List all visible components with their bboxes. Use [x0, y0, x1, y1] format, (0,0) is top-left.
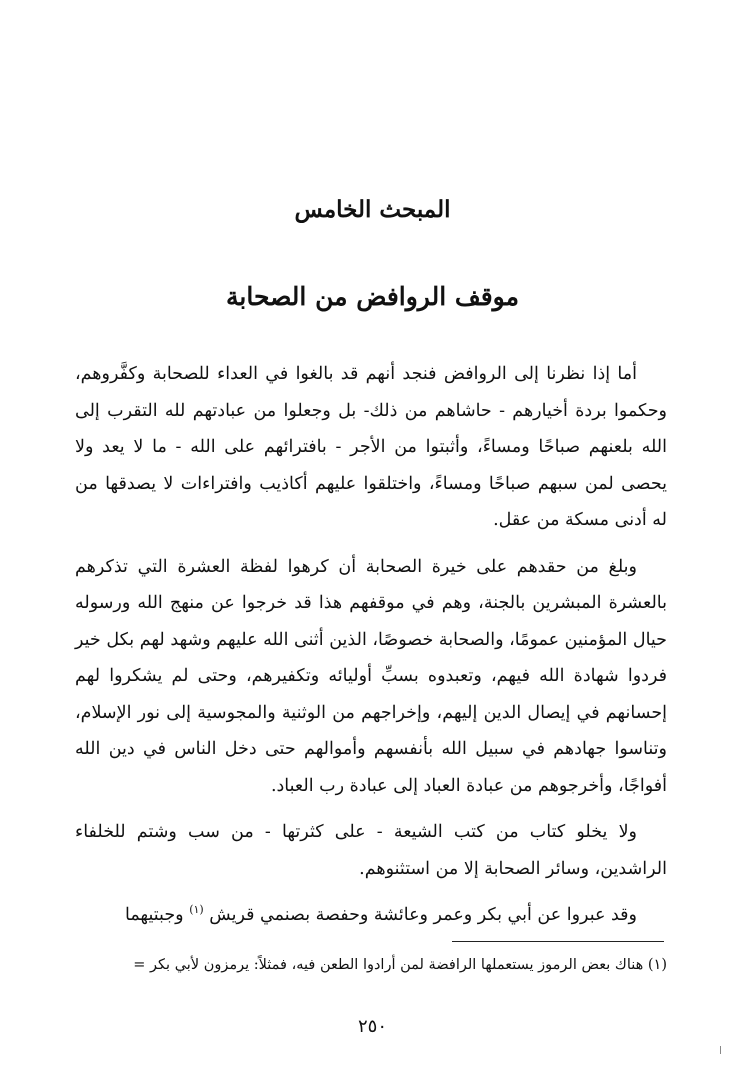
footnote-divider: [452, 941, 664, 942]
paragraph-4: [75, 897, 667, 934]
paragraph-4-end: وجبتيهما: [124, 905, 184, 925]
paragraph-2: وبلغ من حقدهم على خيرة الصحابة أن كرهوا لفظة العشرة التي تذكرهم بالعشرة المبشرين بالجنة، وهم في موقفهم هذا قد خرجوا عن منهج الله ورسوله حيال المؤمنين عمومًا، والصحابة خصوصًا، الذين أثنى الله عليهم وشهد لهم بكل خير فردوا شهادة الله فيهم، وتعبدوه بسبِّ أوليائه وتكفيرهم، وحتى لم يشكروا لهم إحسانهم في إيصال الدين إليهم، وإخراجهم من الوثنية والمجوسية إلى نور الإسلام، وتناسوا جهادهم في سبيل الله بأنفسهم وأموالهم حتى دخل الناس في دين الله أفواجًا، وأخرجوهم من عبادة العباد إلى عبادة رب العباد.: [75, 556, 667, 796]
paragraph-3: ولا يخلو كتاب من كتب الشيعة - على كثرتها - من سب وشتم للخلفاء الراشدين، وسائر الصحابة إلا من استثنوهم.: [75, 822, 667, 879]
body-text: [75, 356, 667, 944]
paragraph-1: أما إذا نظرنا إلى الروافض فنجد أنهم قد بالغوا في العداء للصحابة وكفَّروهم، وحكموا بردة أخيارهم - حاشاهم من ذلك- بل وجعلوا من عبادتهم لله التقرب إلى الله بلعنهم صباحًا ومساءً، وأثبتوا من الأجر - بافترائهم على الله - ما لا يعد ولا يحصى لمن سبهم صباحًا ومساءً، واختلقوا عليهم أكاذيب وافتراءات لا يصدقها من له أدنى مسكة من عقل.: [75, 364, 667, 530]
footnote: (١) هناك بعض الرموز يستعملها الرافضة لمن أرادوا الطعن فيه، فمثلاً: يرمزون لأبي بكر =: [133, 957, 667, 973]
page-number: ٢٥٠: [357, 1016, 387, 1037]
footnote-reference: (١): [189, 903, 204, 917]
scan-mark: [720, 1046, 721, 1054]
chapter-title: موقف الروافض من الصحابة: [226, 282, 519, 311]
section-title: المبحث الخامس: [294, 196, 451, 223]
paragraph-4-start: وقد عبروا عن أبي بكر وعمر وعائشة وحفصة بصنمي قريش: [209, 905, 637, 925]
